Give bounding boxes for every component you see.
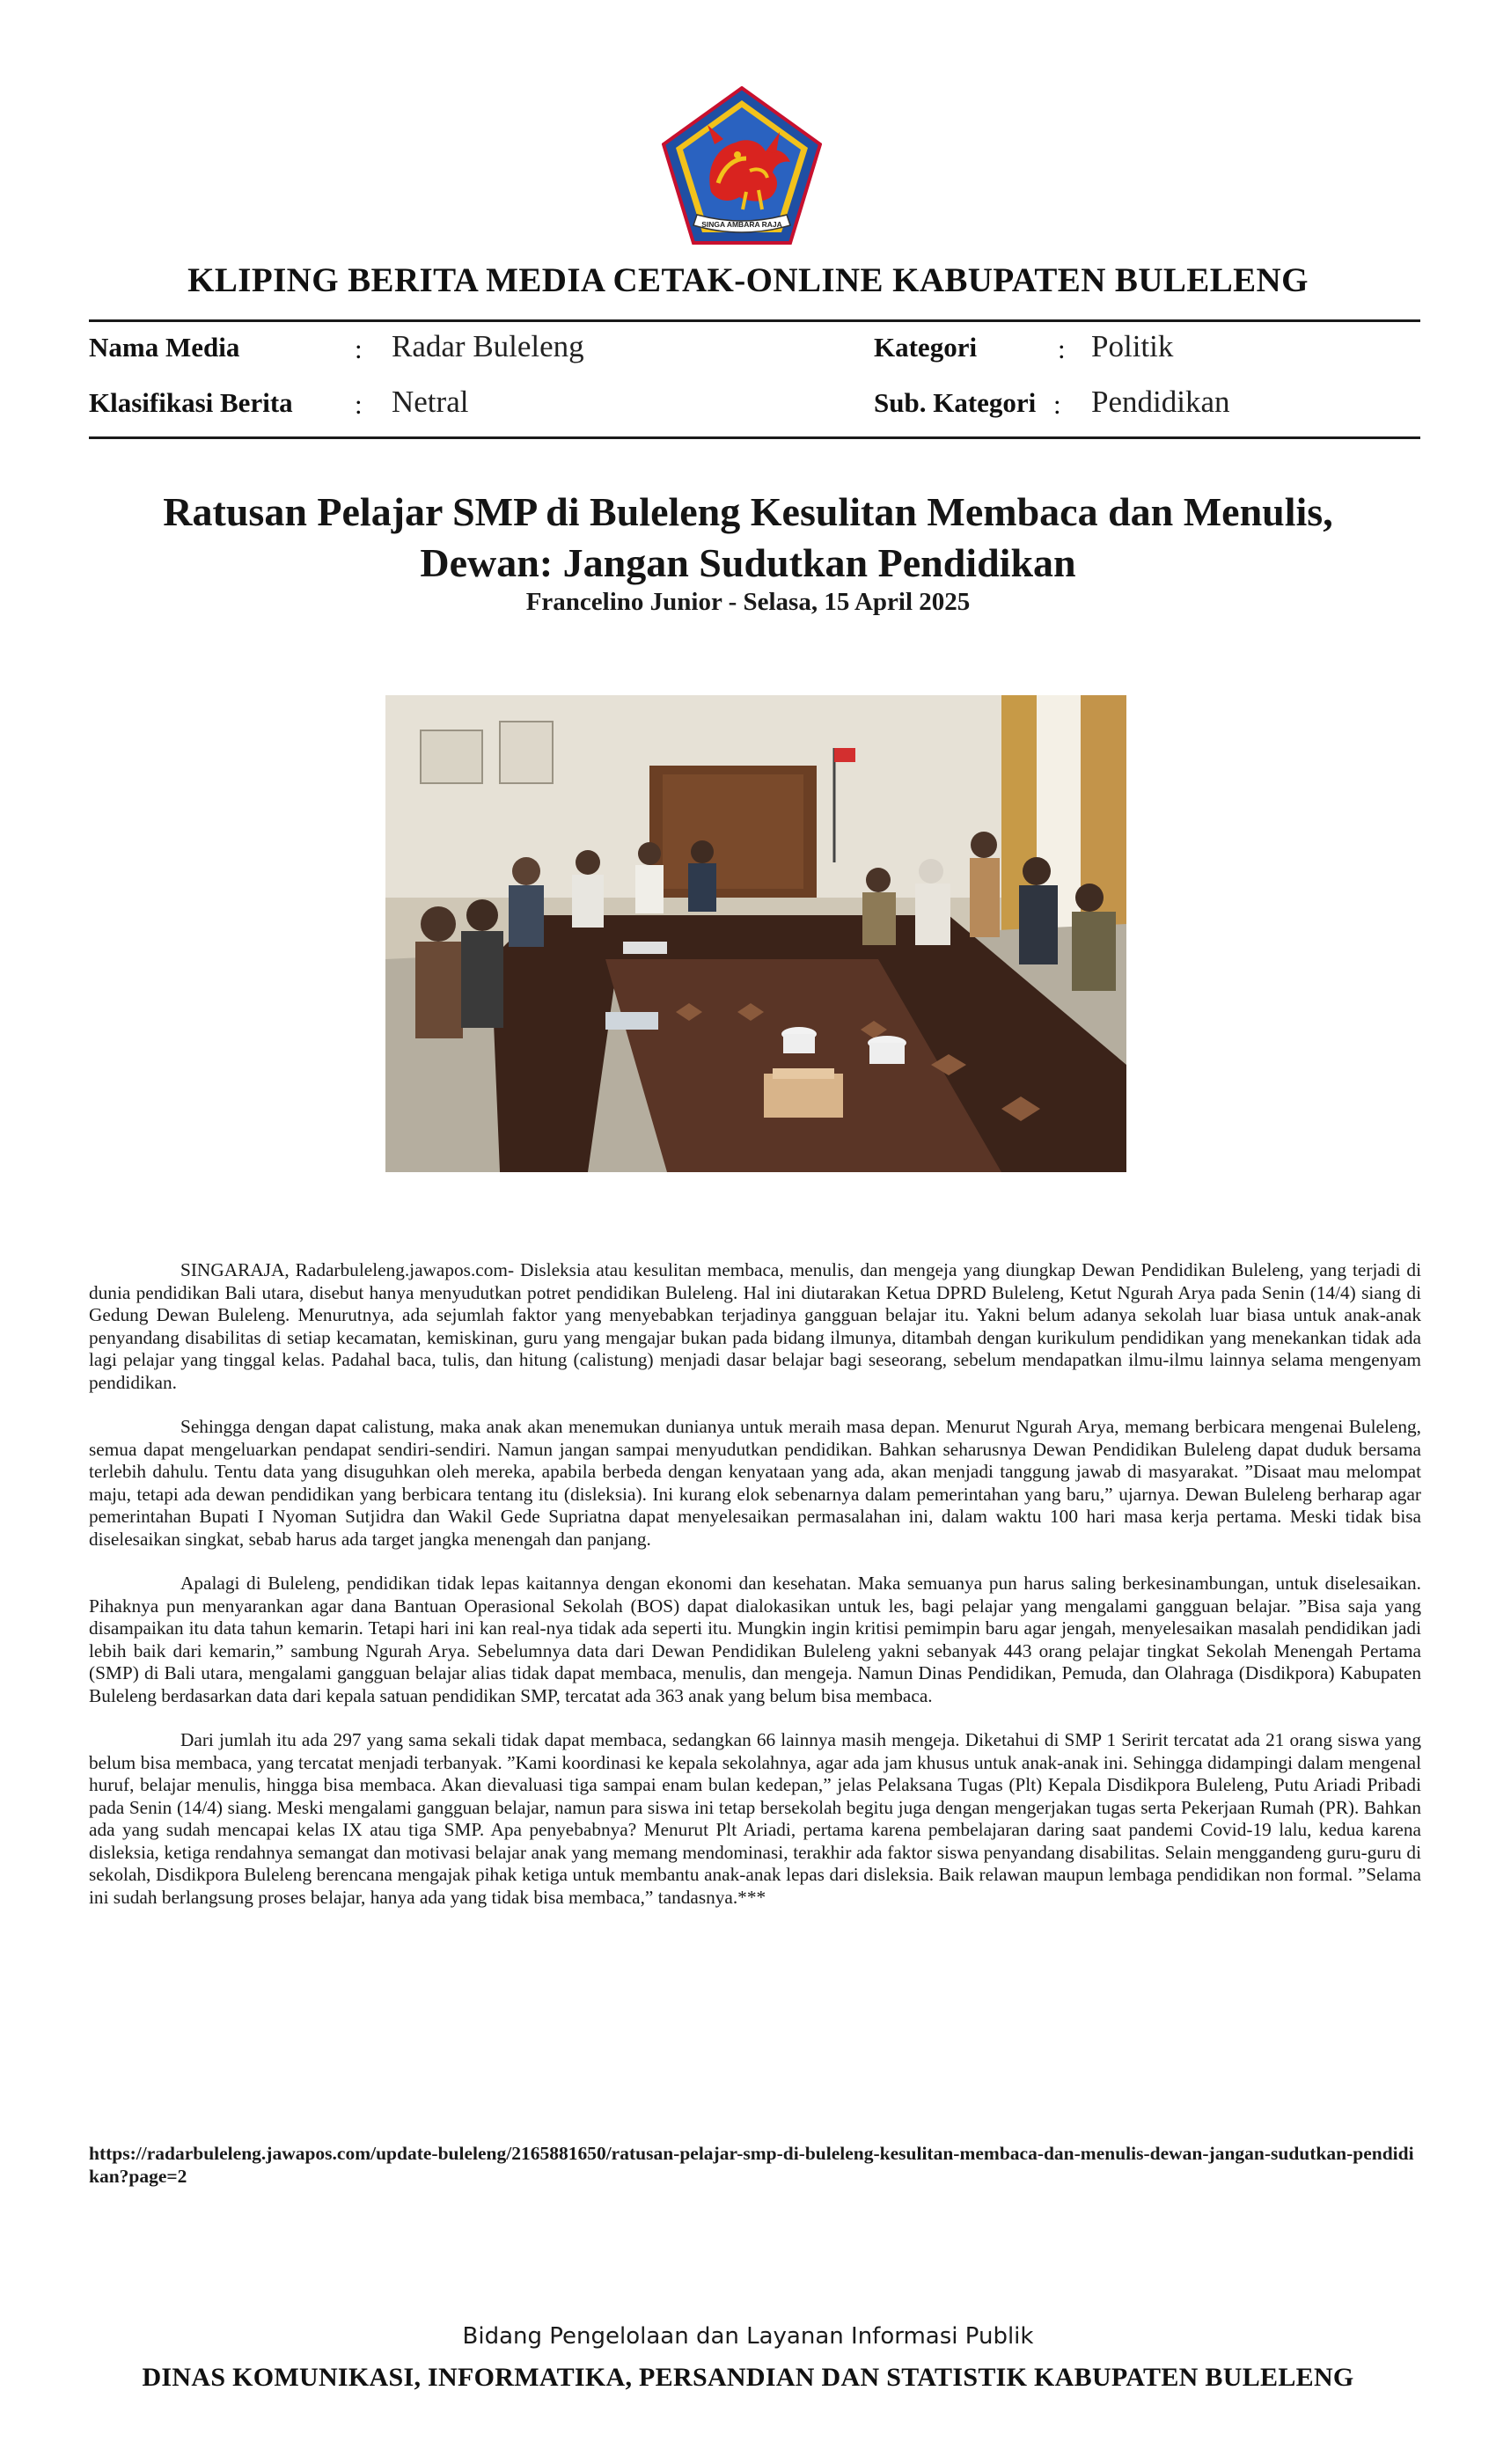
article-paragraph: SINGARAJA, Radarbuleleng.jawapos.com- Disleksia atau kesulitan membaca, menulis, dan mengeja yang diungkap Dewan Pendidikan Buleleng, yang terjadi di dunia pendidikan Bali utara, disebut hanya menyudutkan potret pendidikan Buleleng. Hal ini diutarakan Ketua DPRD Buleleng, Ketut Ngurah Arya pada Senin (14/4) siang di Gedung Dewan Buleleng. Menurutnya, ada sejumlah faktor yang menyebabkan terjadinya gangguan belajar itu. Yakni belum adanya sekolah luar biasa untuk anak-anak penyandang disabilitas di setiap kecamatan, kemiskinan, guru yang mengajar bukan pada bidang ilmunya, ditambah dengan kurikulum pendidikan yang menekankan tidak ada lagi pelajar yang tinggal kelas. Padahal baca, tulis, dan hitung (calistung) menjadi dasar belajar bagi seseorang, sebelum mendapatkan ilmu-ilmu lainnya selama mengenyam pendidikan. [89, 1259, 1421, 1393]
article-title-line1: Ratusan Pelajar SMP di Buleleng Kesulitan Membaca dan Menulis, [163, 489, 1333, 534]
media-name-label: Nama Media [89, 332, 240, 363]
media-name-value: Radar Buleleng [392, 329, 584, 363]
category-colon: : [1058, 334, 1066, 364]
emblem-motto: SINGA AMBARA RAJA [701, 220, 782, 229]
footer-subtitle: Bidang Pengelolaan dan Layanan Informasi Publik [462, 2323, 1034, 2350]
article-byline: Francelino Junior - Selasa, 15 April 2025 [525, 588, 971, 616]
media-name-colon: : [355, 334, 363, 364]
kabupaten-buleleng-emblem [662, 86, 822, 246]
article-photo-meeting-room [385, 695, 1126, 1172]
classification-value: Netral [392, 385, 469, 419]
footer-title: DINAS KOMUNIKASI, INFORMATIKA, PERSANDIAN DAN STATISTIK KABUPATEN BULELENG [142, 2363, 1354, 2392]
subcategory-colon: : [1053, 389, 1061, 420]
classification-colon: : [355, 389, 363, 420]
category-value: Politik [1091, 329, 1174, 363]
classification-label: Klasifikasi Berita [89, 387, 293, 418]
article-body [89, 1259, 1421, 1931]
article-paragraph: Dari jumlah itu ada 297 yang sama sekali tidak dapat membaca, sedangkan 66 lainnya masih mengeja. Diketahui di SMP 1 Seririt tercatat ada 21 orang siswa yang belum bisa membaca, yang tercatat menjadi terbanyak. ”Kami koordinasi ke kepala sekolahnya, agar ada jam khusus untuk anak-anak ini. Sehingga didampingi dalam mengenal huruf, belajar menulis, hingga bisa membaca. Akan dievaluasi tiga sampai enam bulan kedepan,” jelas Pelaksana Tugas (Plt) Kepala Disdikpora Buleleng, Putu Ariadi Pribadi pada Senin (14/4) siang. Meski mengalami gangguan belajar, namun para siswa ini tetap bersekolah begitu juga dengan mengerjakan tugas serta Pekerjaan Rumah (PR). Bahkan ada yang sudah mencapai kelas IX atau tiga SMP. Apa penyebabnya? Menurut Plt Ariadi, pertama karena pembelajaran daring saat pandemi Covid-19 lalu, kedua karena disleksia, ketiga rendahnya semangat dan motivasi belajar anak yang memang mendominasi, terakhir ada faktor siswa penyandang disabilitas. Selain menggandeng guru-guru di sekolah, Disdikpora Buleleng berencana mengajak pihak ketiga untuk membantu anak-anak lepas dari disleksia. Baik relawan maupun lembaga pendidikan non formal. ”Selama ini sudah berlangsung proses belajar, hanya ada yang tidak bisa membaca,” tandasnya.*** [89, 1729, 1421, 1908]
category-label: Kategori [874, 332, 978, 363]
document-header-title: KLIPING BERITA MEDIA CETAK-ONLINE KABUPATEN BULELENG [187, 261, 1309, 299]
header-rule-top [89, 319, 1420, 322]
article-paragraph: Sehingga dengan dapat calistung, maka anak akan menemukan dunianya untuk meraih masa depan. Menurut Ngurah Arya, memang berbicara mengenai Buleleng, semua dapat mengeluarkan pendapat sendiri-sendiri. Namun jangan sampai menyudutkan pendidikan. Bahkan seharusnya Dewan Pendidikan Buleleng dapat duduk bersama terlebih dahulu. Tentu data yang disuguhkan oleh mereka, apabila berbeda dengan kenyataan yang ada, akan menjadi tanggung jawab di masyarakat. ”Disaat mau melompat maju, tetapi ada dewan pendidikan yang berbicara tentang itu (disleksia). Ini kurang elok sebenarnya dalam pemerintahan yang baru,” ujarnya. Dewan Buleleng berharap agar pemerintahan Bupati I Nyoman Sutjidra dan Wakil Gede Supriatna dapat menyelesaikan permasalahan ini, dalam waktu 100 hari masa kerja pertama. Meski tidak bisa diselesaikan singkat, sebab harus ada target jangka menengah dan panjang. [89, 1416, 1421, 1550]
subcategory-value: Pendidikan [1091, 385, 1230, 419]
header-rule-bottom [89, 436, 1420, 439]
article-title-line2: Dewan: Jangan Sudutkan Pendidikan [420, 540, 1076, 585]
subcategory-label: Sub. Kategori [874, 387, 1037, 418]
article-paragraph: Apalagi di Buleleng, pendidikan tidak lepas kaitannya dengan ekonomi dan kesehatan. Maka semuanya pun harus saling berkesinambungan, untuk diselesaikan. Pihaknya pun menyarankan agar dana Bantuan Operasional Sekolah (BOS) dapat dialokasikan untuk les, bagi pelajar yang mengalami gangguan belajar. ”Bisa saja yang disampaikan itu data tahun kemarin. Tetapi hari ini kan real-nya tidak ada seperti itu. Mungkin ingin kritisi pemimpin baru agar jengah, menyelesaikan masalah pendidikan jadi lebih baik dari kemarin,” sambung Ngurah Arya. Sebelumnya data dari Dewan Pendidikan Buleleng yakni sebanyak 443 orang pelajar tingkat Sekolah Menengah Pertama (SMP) di Bali utara, mengalami gangguan belajar alias tidak dapat membaca, menulis, dan mengeja. Namun Dinas Pendidikan, Pemuda, dan Olahraga (Disdikpora) Kabupaten Buleleng berdasarkan data dari kepala satuan pendidikan SMP, tercatat ada 363 anak yang belum bisa membaca. [89, 1573, 1421, 1706]
source-url-link[interactable]: https://radarbuleleng.jawapos.com/update-buleleng/2165881650/ratusan-pelajar-smp-di-buleleng-kesulitan-membaca-dan-menulis-dewan-jangan-sudutkan-pendidikan?page=2 [89, 2143, 1414, 2187]
